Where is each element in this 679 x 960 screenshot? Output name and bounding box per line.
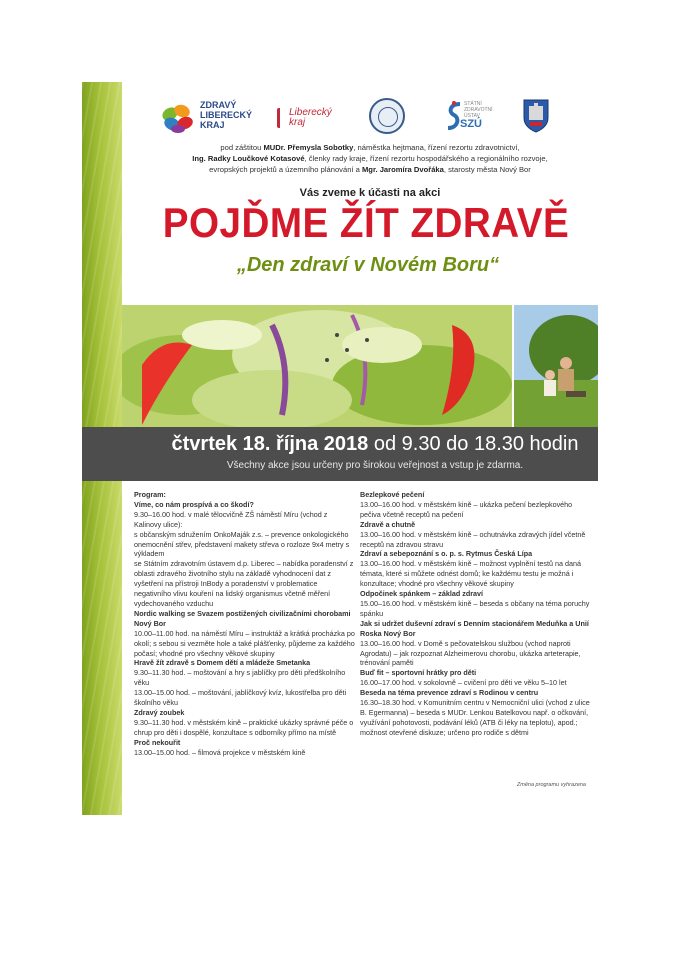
program-item: 10.00–11.00 hod. na náměstí Míru – instruktáž a krátká procházka po okolí; s sebou si vezměte hole a také plášťenky, půjdeme za každého počasí; vhodné pro všechny věkové skupiny xyxy=(134,628,355,658)
zlk-line-2: LIBERECKÝ xyxy=(200,110,253,120)
program-item: 16.00–17.00 hod. v sokolovně – cvičení pro děti ve věku 5–10 let xyxy=(360,678,567,688)
event-date: čtvrtek 18. října 2018 od 9.30 do 18.30 hodin xyxy=(171,433,579,455)
lk-mark-icon xyxy=(277,108,289,128)
poster xyxy=(82,82,598,815)
patron-3: Mgr. Jaromíra Dvořáka xyxy=(361,165,444,174)
program-item: 9.30–11.30 hod. – moštování a hry s jablíčky pro děti předškolního věku xyxy=(134,668,346,688)
zdravy-liberecky-kraj-logo xyxy=(158,100,278,136)
program-item: se Státním zdravotním ústavem d.p. Liberec – nabídka poradenství z oblasti zdravého životního stylu na základě vyhodnocení dat z vyšetření na přístroji InBody a poradenství v problematice negativního vlivu kouření na lidský organismus včetně měření vydechovaného vzduchu xyxy=(134,559,354,608)
program-item: s občanským sdružením OnkoMaják z.s. – prevence onkologického onemocnění střev, představení makety střeva o rozloze 9x4 metry s výkladem xyxy=(134,529,350,559)
salad-image xyxy=(122,305,512,427)
lk-line-2: kraj xyxy=(289,117,306,128)
program-heading: Nordic walking se Svazem postižených civilizačními chorobami Nový Bor xyxy=(134,608,351,628)
program-item: 16.30–18.30 hod. v Komunitním centru v Nemocniční ulici (vchod z ulice B. Egermanna) – beseda s MUDr. Lenkou Batelkovou např. o očkování, využívání pohotovosti, podávání léků (ATB či léky na teplotu), apod.; možnost otevřené diskuze; určeno pro rodiče s dětmi xyxy=(360,698,590,737)
szu-small-2: ZDRAVOTNÍ xyxy=(464,107,493,113)
szu-small-1: STÁTNÍ xyxy=(464,101,482,107)
program-item: 13.00–16.00 hod. v městském kině – ochutnávka zdravých jídel včetně receptů na zdravou stravu xyxy=(360,529,586,549)
event-subtitle: „Den zdraví v Novém Boru“ xyxy=(236,254,500,276)
patron-2: Ing. Radky Loučkové Kotasové xyxy=(192,154,305,163)
program-heading: Bezlepkové pečení xyxy=(360,490,425,499)
program-item: 13.00–15.00 hod. – filmová projekce v městském kině xyxy=(134,747,306,757)
program-column-right xyxy=(360,490,592,738)
salad-photo xyxy=(122,305,512,427)
family-photo xyxy=(514,305,598,427)
program-item: 15.00–16.00 hod. v městském kině – beseda s občany na téma poruchy spánku xyxy=(360,598,590,618)
program-heading: Zdravě a chutně xyxy=(360,519,416,529)
free-entry-note: Všechny akce jsou určeny pro širokou veřejnost a vstup je zdarma. xyxy=(226,460,524,471)
coat-of-arms-icon xyxy=(522,98,550,134)
family-image xyxy=(514,305,598,427)
program-heading: Hravě žít zdravě s Domem dětí a mládeže Smetanka xyxy=(134,658,311,668)
program-item: 13.00–16.00 hod. v městském kině – ukázka pečení bezlepkového pečiva včetně receptů na pečení xyxy=(360,499,573,519)
program-heading: Zdravý zoubek xyxy=(134,707,185,717)
zlk-line-1: ZDRAVÝ xyxy=(200,100,237,110)
program-change-note: Změna programu vyhrazena xyxy=(516,782,586,788)
szu-small-3: ÚSTAV xyxy=(464,113,480,119)
szu-logo xyxy=(444,98,504,136)
program-heading: Program: xyxy=(134,490,166,499)
program-heading: Proč nekouřit xyxy=(134,737,181,747)
program-heading: Víme, co nám prospívá a co škodí? xyxy=(134,499,254,509)
program-heading: Zdraví a sebepoznání s o. p. s. Rytmus Česká Lípa xyxy=(360,549,533,559)
program-column-left xyxy=(134,490,356,757)
event-title: POJĎME ŽÍT ZDRAVĚ xyxy=(162,199,570,246)
program-heading: Beseda na téma prevence zdraví s Rodinou v centru xyxy=(360,688,539,698)
invitation-line: Vás zveme k účasti na akci xyxy=(299,187,441,199)
date-band xyxy=(82,427,598,481)
logo-row xyxy=(152,98,592,138)
patron-1: MUDr. Přemysla Sobotky xyxy=(263,143,354,152)
program-item: 9.30–16.00 hod. v malé tělocvičně ZŠ náměstí Míru (vchod z Kalinovy ulice): xyxy=(134,509,328,529)
liberecky-kraj-logo xyxy=(277,106,335,132)
program-item: 13.00–15.00 hod. – moštování, jablíčkový kvíz, lukostřelba pro děti školního věku xyxy=(134,688,347,708)
leaf-flower-icon xyxy=(158,100,198,134)
program-heading: Buď fit – sportovní hrátky pro děti xyxy=(360,668,477,678)
program-heading: Odpočinek spánkem – základ zdraví xyxy=(360,589,484,599)
program-heading: Jak si udržet duševní zdraví s Denním stacionářem Meduňka a Unií Roska Nový Bor xyxy=(360,618,589,638)
zlk-line-3: KRAJ xyxy=(200,120,225,130)
program-item: 9.30–11.30 hod. v městském kině – praktické ukázky správné péče o chrup pro děti i dospělé, konzultace s odborníky přímo na místě xyxy=(134,717,354,737)
patronage-text: pod záštitou MUDr. Přemysla Sobotky, náměstka hejtmana, řízení rezortu zdravotnictví, Ing. Radky Loučkové Kotasové, členky rady kraje, řízení rezortu hospodářského a regionálního rozvoje, evropských projektů a územního plánování a Mgr. Jaromíra Dvořáka, starosty města Nový Bor xyxy=(192,143,548,174)
round-seal-icon xyxy=(369,98,405,134)
program-item: 13.00–16.00 hod. v Domě s pečovatelskou službou (vchod naproti Agrodatu) – jak rozpoznat Alzheimerovu chorobu, ukázka arteterapie, trénování paměti xyxy=(360,638,581,668)
lk-line-1: Liberecký xyxy=(289,107,332,118)
szu-label: SZÚ xyxy=(460,118,482,130)
program-item: 13.00–16.00 hod. v městském kině – možnost vyplnění testů na daná témata, které si můžete odnést domů; ke každému testu je možná i konzultace; vhodné pro všechny věkové skupiny xyxy=(360,559,581,589)
